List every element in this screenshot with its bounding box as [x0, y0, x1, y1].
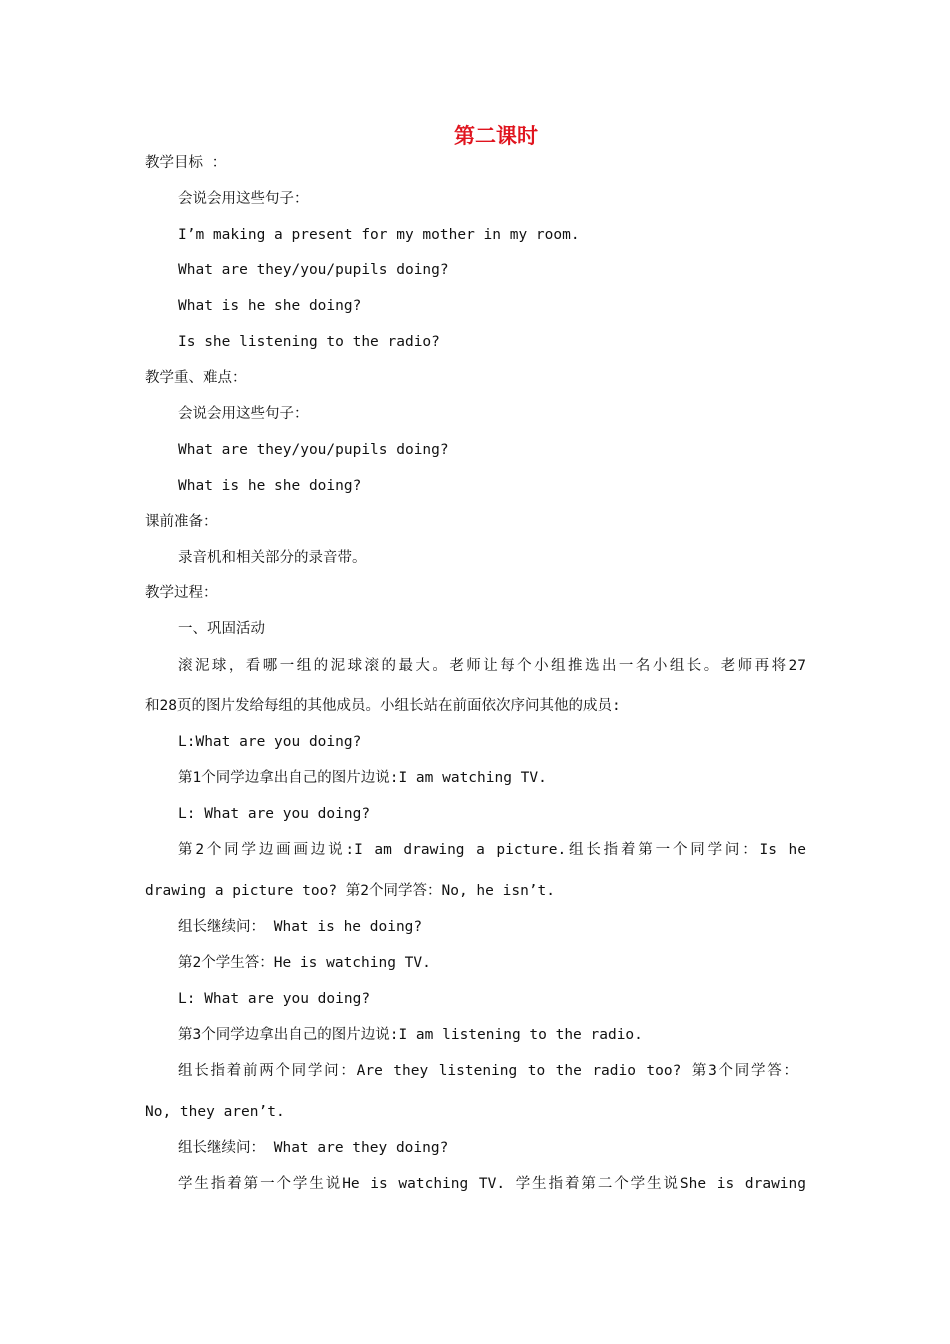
paragraph-line: 滚泥球，看哪一组的泥球滚的最大。老师让每个小组推选出一名小组长。老师再将27	[178, 658, 806, 674]
text-line: 录音机和相关部分的录音带。	[178, 550, 367, 566]
dialogue-line: 组长继续问： What is he doing?	[178, 919, 423, 935]
dialogue-line: 组长指着前两个同学问：Are they listening to the radio too? 第3个同学答：	[178, 1063, 798, 1079]
dialogue-line: 第3个同学边拿出自己的图片边说:I am listening to the radio.	[178, 1027, 643, 1043]
text-line: Is she listening to the radio?	[178, 334, 440, 350]
text-line: What is he she doing?	[178, 298, 362, 314]
dialogue-line: drawing a picture too? 第2个同学答：No, he isn’t.	[145, 883, 555, 899]
dialogue-line: L: What are you doing?	[178, 806, 371, 822]
text-line: 会说会用这些句子：	[178, 191, 309, 207]
section-heading-objectives: 教学目标 ：	[145, 155, 227, 171]
section-heading-key-points: 教学重、难点：	[145, 370, 247, 386]
section-heading-process: 教学过程：	[145, 585, 218, 601]
text-line: What is he she doing?	[178, 478, 362, 494]
paragraph-line: 和28页的图片发给每组的其他成员。小组长站在前面依次序问其他的成员:	[145, 698, 621, 714]
text-line: 会说会用这些句子：	[178, 406, 309, 422]
text-line: What are they/you/pupils doing?	[178, 442, 449, 458]
dialogue-line: L: What are you doing?	[178, 991, 371, 1007]
dialogue-line: 组长继续问： What are they doing?	[178, 1140, 449, 1156]
text-line: I’m making a present for my mother in my room.	[178, 227, 580, 243]
dialogue-line: 第2个学生答：He is watching TV.	[178, 955, 431, 971]
subsection-heading: 一、巩固活动	[178, 621, 265, 637]
section-heading-preparation: 课前准备：	[145, 514, 218, 530]
document-title: 第二课时	[454, 124, 538, 148]
dialogue-line: No, they aren’t.	[145, 1104, 285, 1120]
dialogue-line: 第1个同学边拿出自己的图片边说:I am watching TV.	[178, 770, 547, 786]
text-line: What are they/you/pupils doing?	[178, 262, 449, 278]
dialogue-line: L:What are you doing?	[178, 734, 362, 750]
dialogue-line: 第2个同学边画画边说:I am drawing a picture.组长指着第一个同学问：Is he	[178, 842, 806, 858]
dialogue-line: 学生指着第一个学生说He is watching TV. 学生指着第二个学生说She is drawing	[178, 1176, 806, 1192]
